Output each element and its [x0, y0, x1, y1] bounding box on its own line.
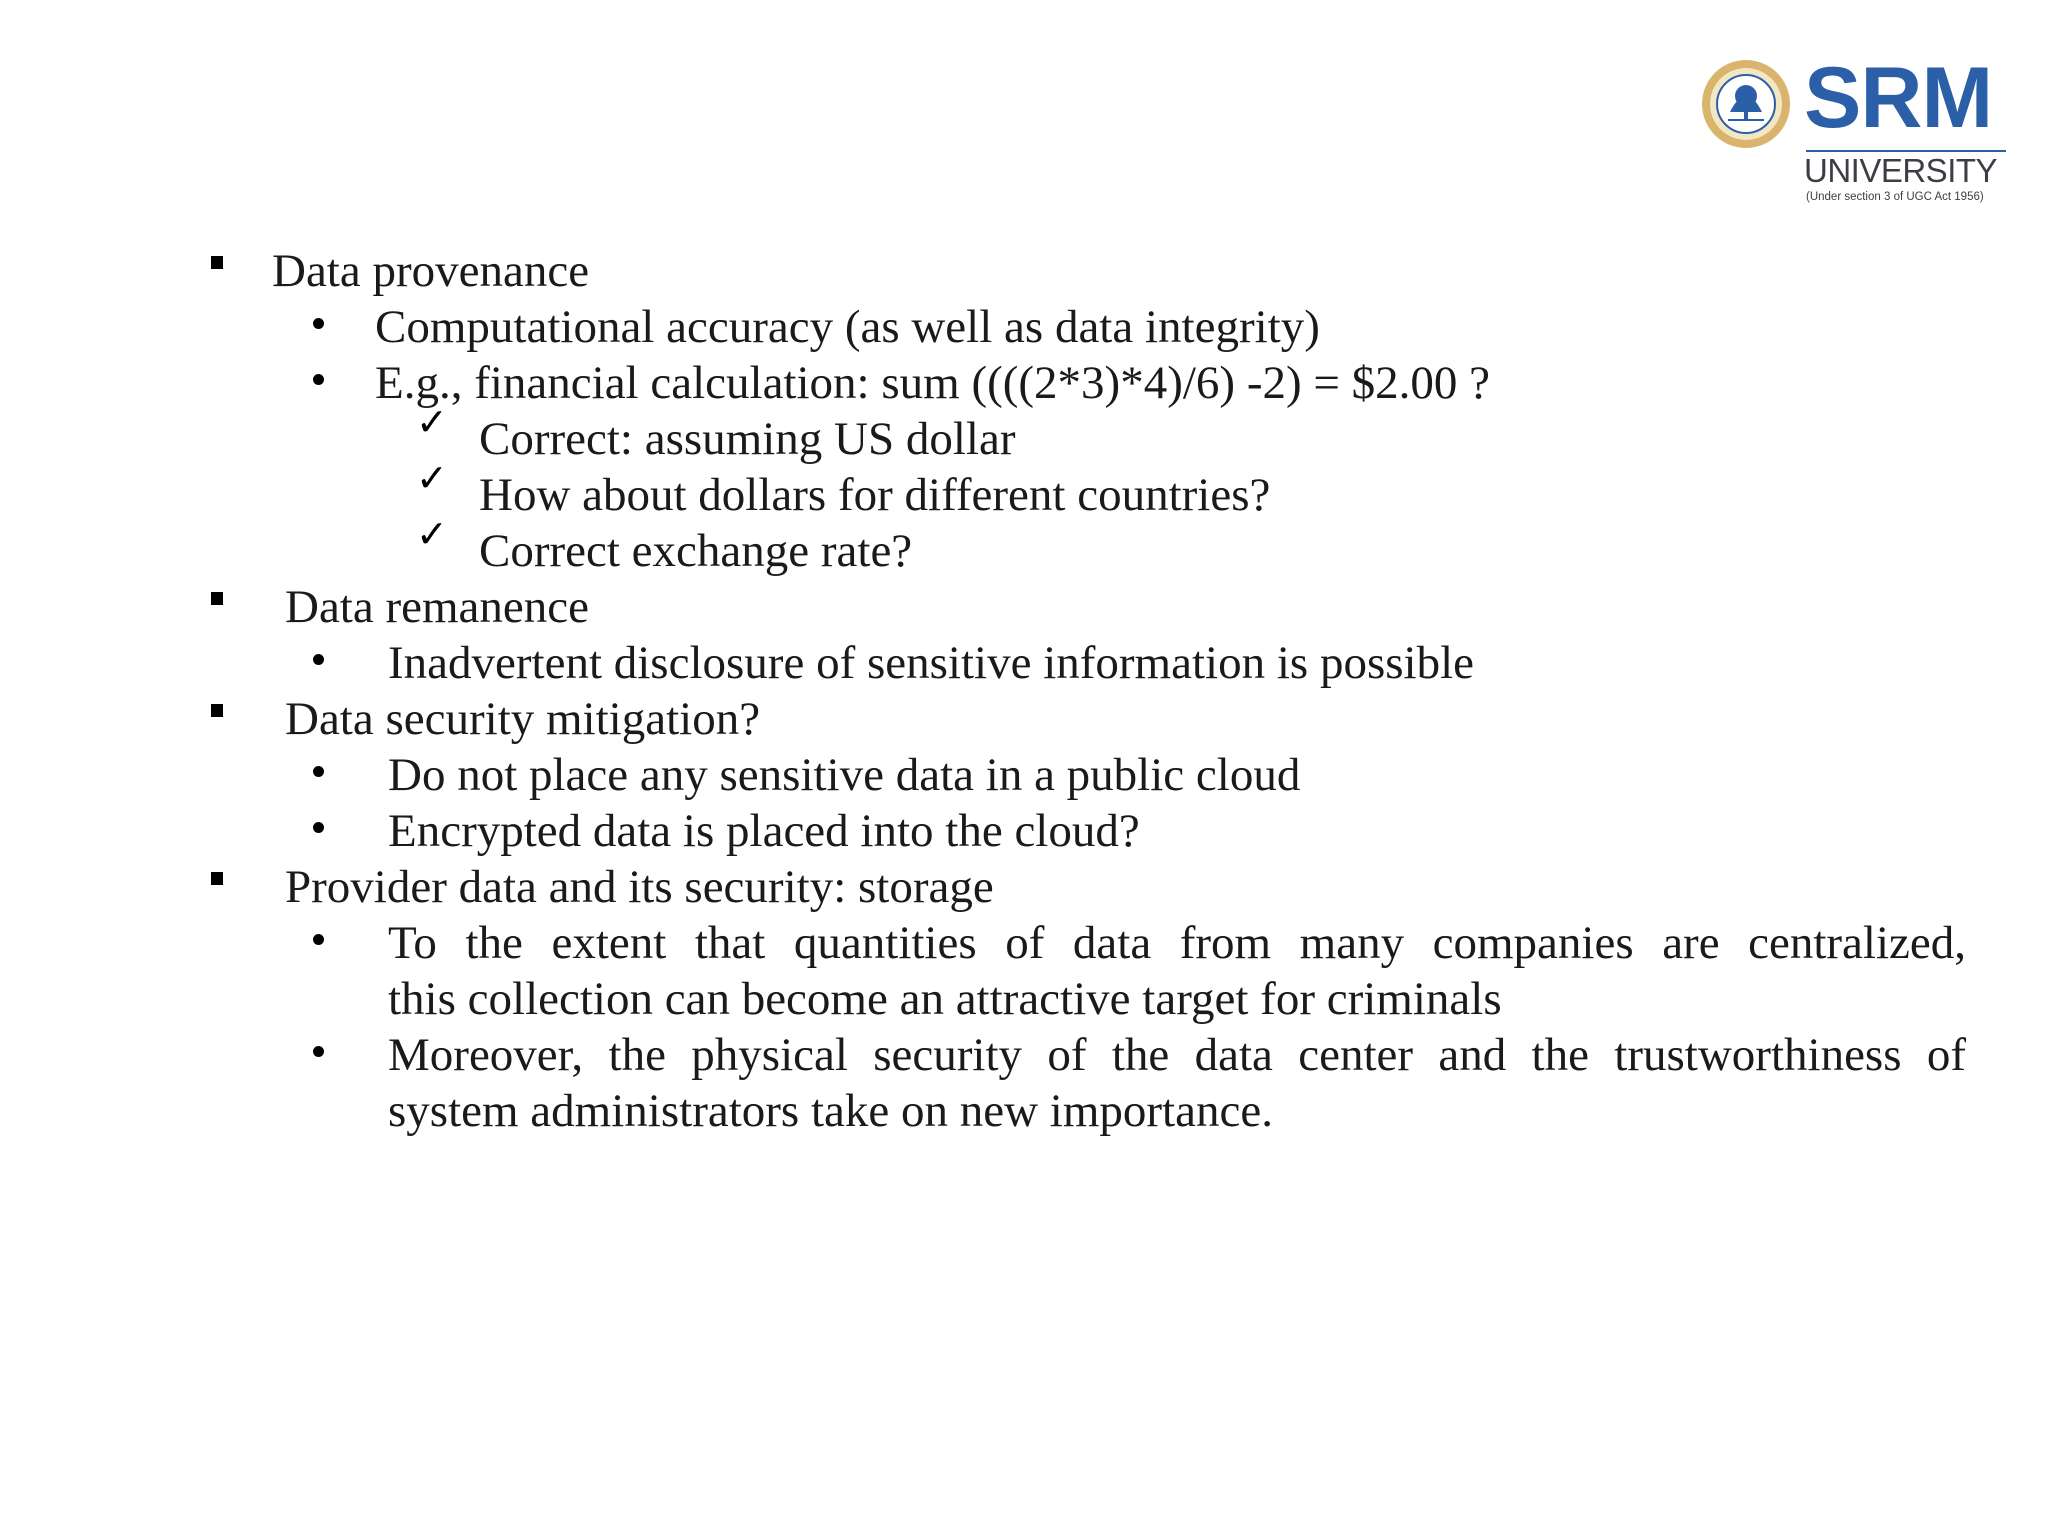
- university-seal-icon: [1700, 58, 1792, 150]
- sub-list-item: Correct: assuming US dollar: [479, 413, 1016, 465]
- section-heading: Data security mitigation?: [285, 693, 761, 745]
- list-item: Do not place any sensitive data in a public cloud: [388, 749, 1301, 801]
- square-bullet-icon: [211, 592, 223, 605]
- round-bullet-icon: [313, 1046, 324, 1057]
- checkmark-icon: ✓: [416, 400, 448, 444]
- round-bullet-icon: [313, 822, 324, 833]
- square-bullet-icon: [211, 704, 223, 717]
- list-item: E.g., financial calculation: sum ((((2*3)*4)/6) -2) = $2.00 ?: [375, 357, 1490, 409]
- round-bullet-icon: [313, 654, 324, 665]
- checkmark-icon: ✓: [416, 512, 448, 556]
- list-item-line: this collection can become an attractive target for criminals: [388, 973, 1502, 1025]
- checkmark-icon: ✓: [416, 456, 448, 500]
- logo-subtitle: UNIVERSITY: [1804, 152, 1998, 189]
- list-item: Inadvertent disclosure of sensitive information is possible: [388, 637, 1475, 689]
- section-heading: Data remanence: [285, 581, 589, 633]
- list-item-line: system administrators take on new importance.: [388, 1085, 1273, 1137]
- list-item: Encrypted data is placed into the cloud?: [388, 805, 1140, 857]
- sub-list-item: Correct exchange rate?: [479, 525, 913, 577]
- section-heading: Data provenance: [272, 245, 590, 297]
- list-item: Computational accuracy (as well as data integrity): [375, 301, 1320, 353]
- round-bullet-icon: [313, 318, 324, 329]
- round-bullet-icon: [313, 374, 324, 385]
- square-bullet-icon: [211, 872, 223, 885]
- srm-university-logo: [1700, 50, 2020, 208]
- section-heading: Provider data and its security: storage: [285, 861, 994, 913]
- square-bullet-icon: [211, 256, 223, 269]
- round-bullet-icon: [313, 766, 324, 777]
- logo-note: (Under section 3 of UGC Act 1956): [1806, 191, 1984, 203]
- logo-wordmark: SRM: [1804, 50, 1993, 146]
- sub-list-item: How about dollars for different countries?: [479, 469, 1271, 521]
- round-bullet-icon: [313, 934, 324, 945]
- list-item-line: Moreover, the physical security of the data center and the trustworthiness of: [388, 1029, 1966, 1081]
- list-item-line: To the extent that quantities of data from many companies are centralized,: [388, 917, 1966, 969]
